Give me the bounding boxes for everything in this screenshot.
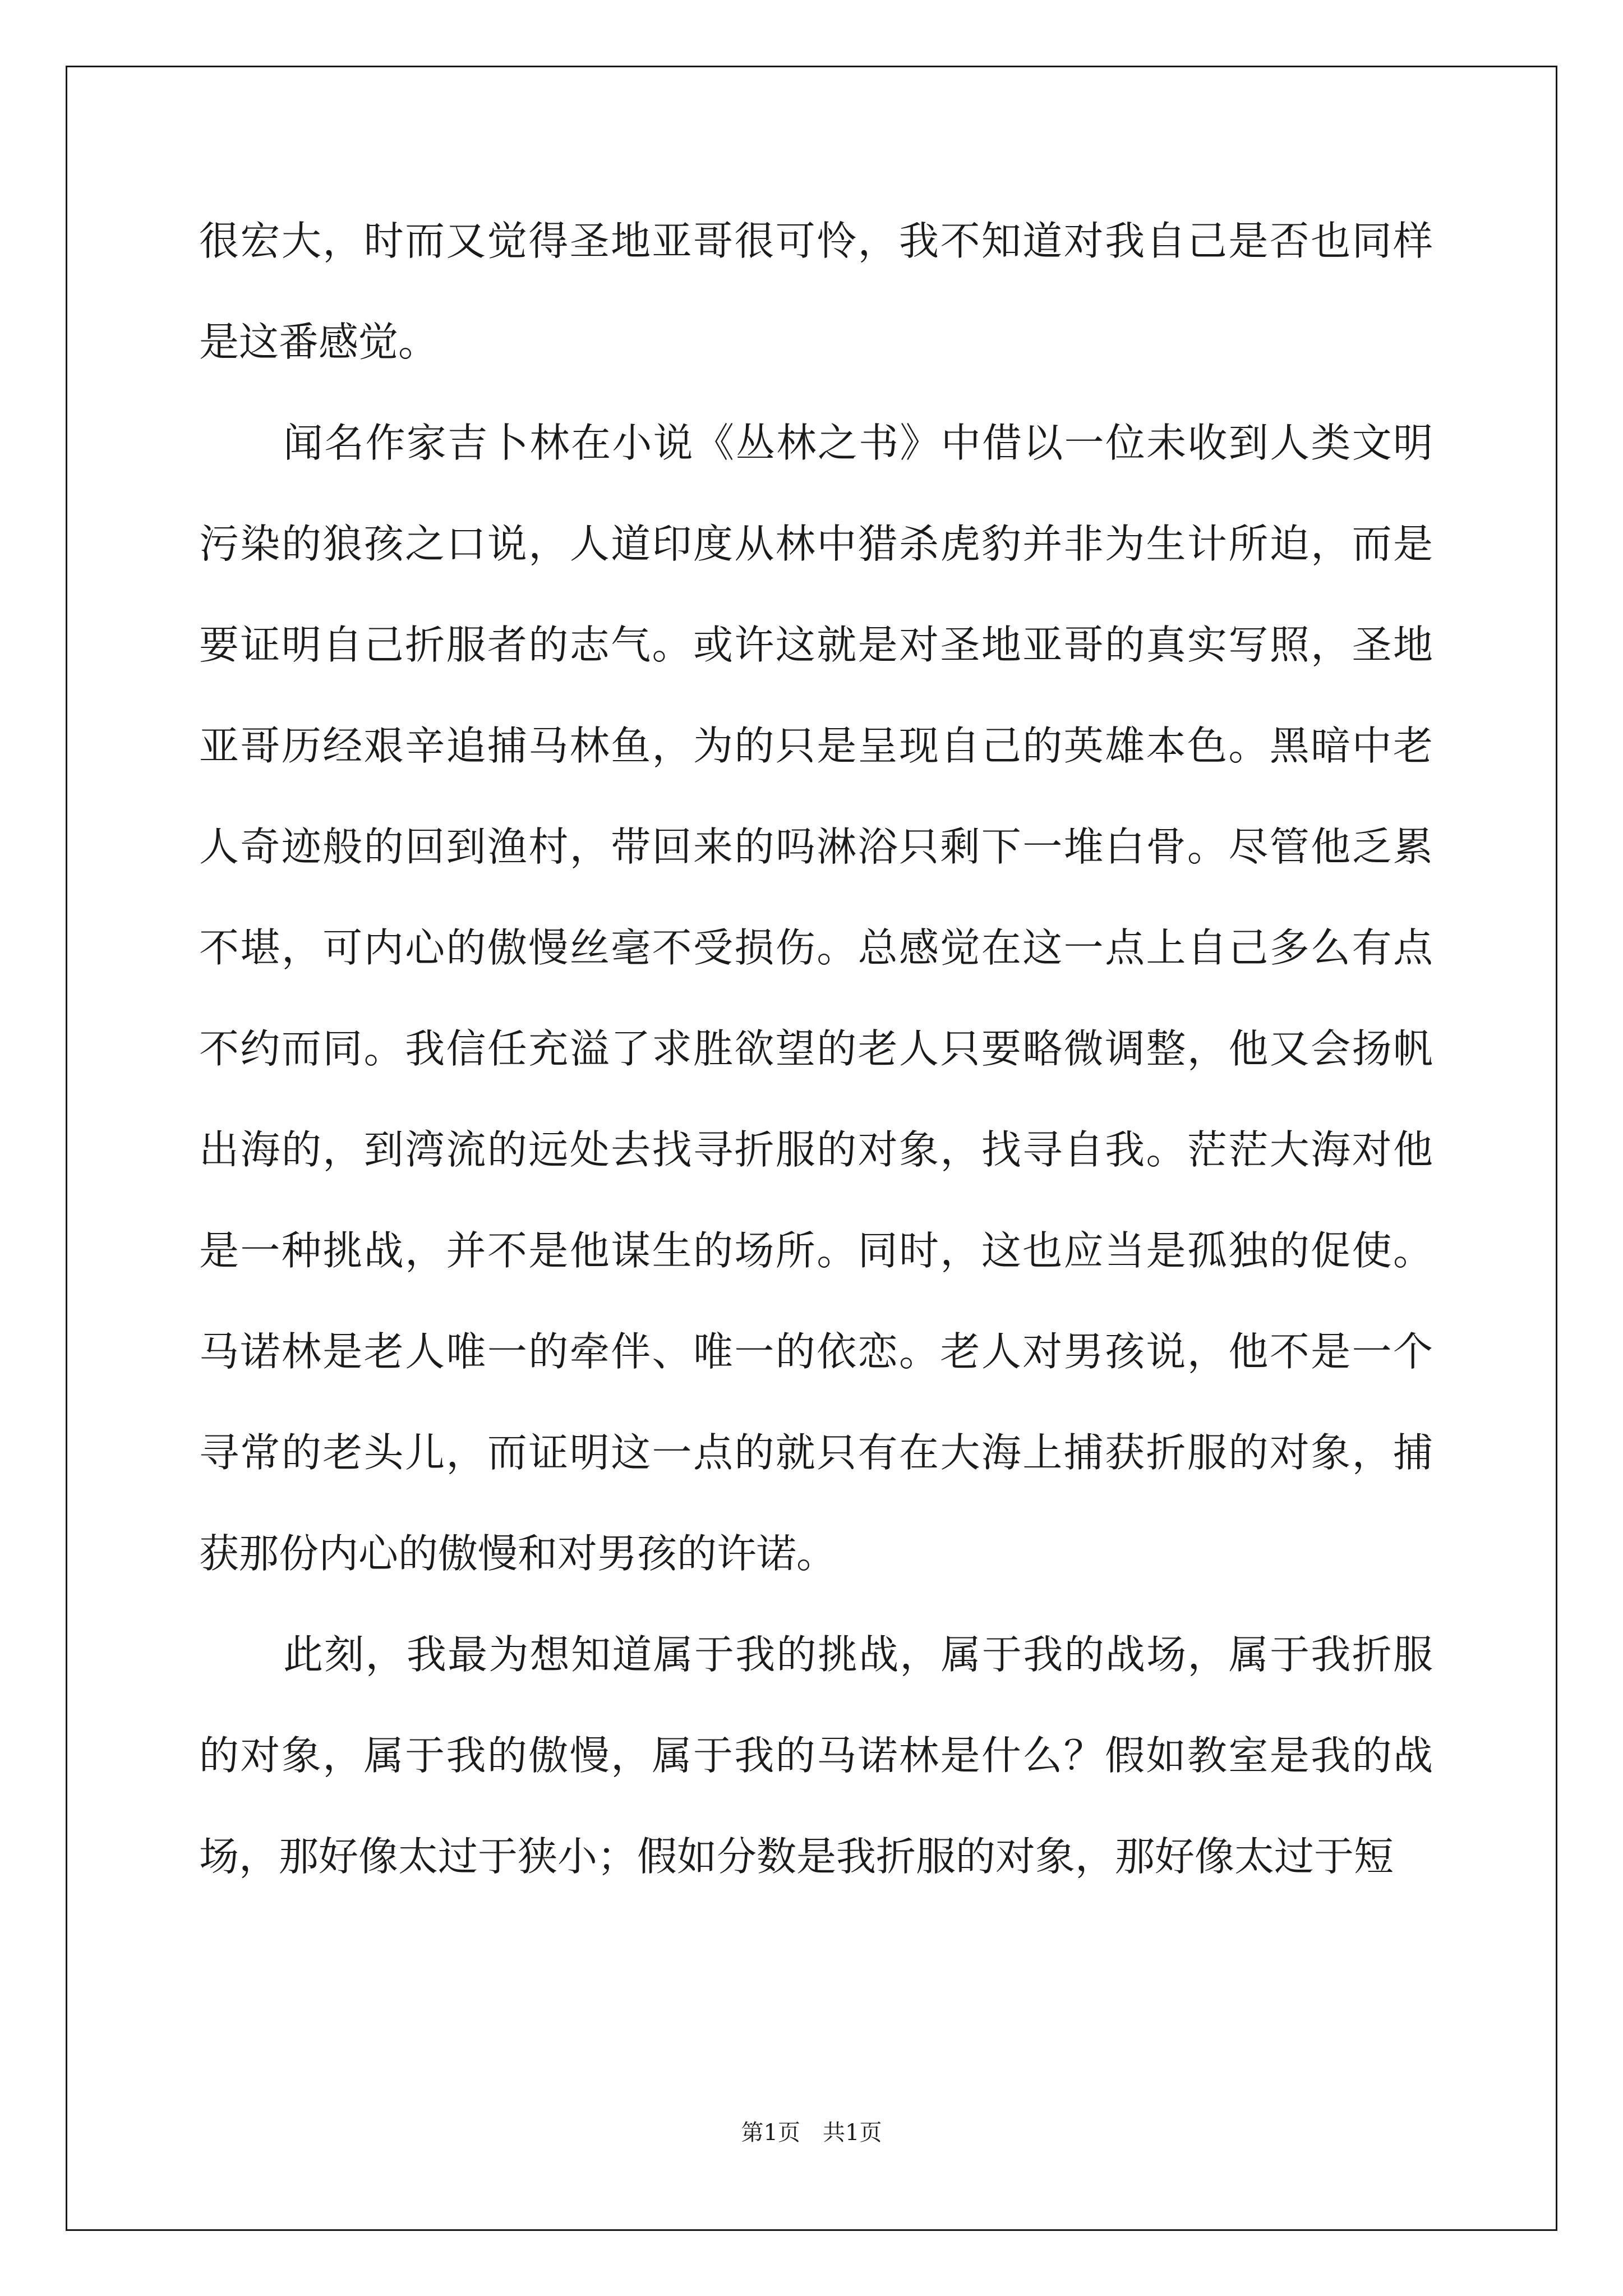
- page-number-footer: 第1页 共1页: [741, 2120, 882, 2146]
- paragraph-1: 很宏大，时而又觉得圣地亚哥很可怜，我不知道对我自己是否也同样是这番感觉。: [199, 218, 1433, 365]
- paragraph-3: 此刻，我最为想知道属于我的挑战，属于我的战场，属于我折服的对象，属于我的傲慢，属于我的马诺林是什么？假如教室是我的战场，那好像太过于狭小；假如分数是我折服的对象，那好像太过于短: [199, 1631, 1433, 1880]
- document-body: [199, 191, 1433, 1907]
- paragraph-2: 闻名作家吉卜林在小说《丛林之书》中借以一位未收到人类文明污染的狼孩之口说，人道印度从林中猎杀虎豹并非为生计所迫，而是要证明自己折服者的志气。或许这就是对圣地亚哥的真实写照，圣地亚哥历经艰辛追捕马林鱼，为的只是呈现自己的英雄本色。黑暗中老人奇迹般的回到渔村，带回来的吗淋浴只剩下一堆白骨。尽管他乏累不堪，可内心的傲慢丝毫不受损伤。总感觉在这一点上自己多么有点不约而同。我信任充溢了求胜欲望的老人只要略微调整，他又会扬帆出海的，到湾流的远处去找寻折服的对象，找寻自我。茫茫大海对他是一种挑战，并不是他谋生的场所。同时，这也应当是孤独的促使。马诺林是老人唯一的牵伴、唯一的依恋。老人对男孩说，他不是一个寻常的老头儿，而证明这一点的就只有在大海上捕获折服的对象，捕获那份内心的傲慢和对男孩的许诺。: [199, 420, 1433, 1577]
